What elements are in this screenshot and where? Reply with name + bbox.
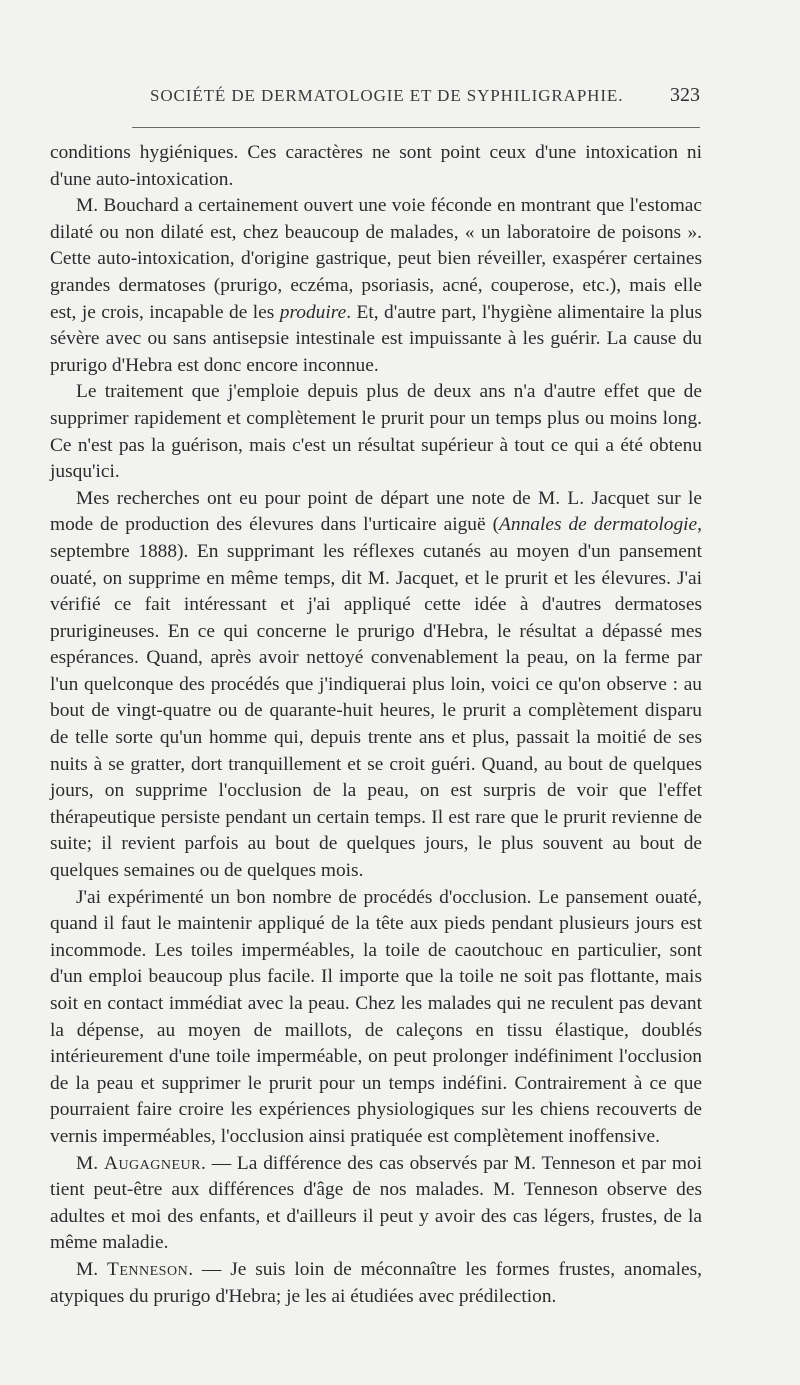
italic-text: produire	[279, 301, 347, 323]
paragraph-p2	[50, 193, 702, 379]
text-run: M.	[76, 1258, 107, 1280]
paragraph-p6	[50, 1151, 702, 1257]
text-run: M.	[76, 1152, 104, 1174]
text-run: conditions hygiéniques. Ces caractères ne sont point ceux d'une intoxication ni d'une auto-intoxication.	[50, 142, 702, 190]
running-title: SOCIÉTÉ DE DERMATOLOGIE ET DE SYPHILIGRAPHIE.	[150, 86, 624, 105]
text-run: J'ai expérimenté un bon nombre de procédés d'occlusion. Le pansement ouaté, quand il faut le maintenir appliqué de la tête aux pieds pendant plusieurs jours est incommode. Les toiles imperméables, la toile de caoutchouc en particulier, sont d'un emploi beaucoup plus facile. Il importe que la toile ne soit pas flottante, mais soit en contact immédiat avec la peau. Chez les malades qui ne reculent pas devant la dépense, au moyen de maillots, de caleçons en tissu élastique, doublés intérieurement d'une toile imperméable, on peut prolonger indéfiniment l'occlusion de la peau et supprimer le prurit pour un temps indéfini. Contrairement à ce que pourraient faire croire les expériences physiologiques sur les chiens recouverts de vernis imperméables, l'occlusion ainsi pratiquée est complètement inoffensive.	[50, 886, 702, 1147]
text-run: Le traitement que j'emploie depuis plus de deux ans n'a d'autre effet que de supprimer rapidement et complètement le prurit pour un temps plus ou moins long. Ce n'est pas la guérison, mais c'est un résultat supérieur à tout ce qui a été obtenu jusqu'ici.	[50, 381, 702, 483]
paragraph-p1	[50, 140, 702, 193]
text-run: . Et, d'autre part, l'hygiène alimentaire la plus sévère avec ou sans antisepsie intestinale est impuissante à les guérir. La cause du prurigo d'Hebra est donc encore inconnue.	[50, 301, 702, 376]
header-rule	[132, 127, 700, 128]
paragraph-p5	[50, 885, 702, 1151]
text-run: , septembre 1888). En supprimant les réflexes cutanés au moyen d'un pansement ouaté, on supprime en même temps, dit M. Jacquet, et le prurit et les élevures. J'ai vérifié ce fait intéressant et j'ai appliqué cette idée à d'autres dermatoses prurigineuses. En ce qui concerne le prurigo d'Hebra, le résultat a dépassé mes espérances. Quand, après avoir nettoyé convenablement la peau, on la ferme par l'un quelconque des procédés que j'indiquerai plus loin, voici ce qu'on observe : au bout de vingt-quatre ou de quarante-huit heures, le prurit a complètement disparu de telle sorte qu'un homme qui, depuis trente ans et plus, passait la moitié de ses nuits à se gratter, dort tranquillement et se croit guéri. Quand, au bout de quelques jours, on supprime l'occlusion de la peau, on est surpris de voir que l'effet thérapeutique persiste pendant un certain temps. Il est rare que le prurit revienne de suite; il revient parfois au bout de quelques jours, le plus souvent au bout de quelques semaines ou de quelques mois.	[50, 514, 702, 882]
text-run: . — Je suis loin de méconnaître les formes frustes, anomales, atypiques du prurigo d'Hebra; je les ai étudiées avec prédilection.	[50, 1258, 703, 1307]
speaker-name: Augagneur	[103, 1152, 201, 1174]
paragraph-p4	[50, 486, 702, 885]
speaker-name: Tenneson	[107, 1258, 189, 1280]
page-number: 323	[670, 84, 700, 106]
text-run: M. Bouchard a certainement ouvert une voie féconde en montrant que l'estomac dilaté ou non dilaté est, chez beaucoup de malades, « un laboratoire de poisons ». Cette auto-intoxication, d'origine gastrique, peut bien réveiller, exaspérer certaines grandes dermatoses (prurigo, eczéma, psoriasis, acné, couperose, etc.), mais elle est, je crois, incapable de les	[50, 195, 702, 323]
body-text	[50, 140, 702, 1310]
italic-text: Annales de dermatologie	[499, 514, 698, 536]
paragraph-p7	[50, 1257, 702, 1310]
paragraph-p3	[50, 379, 702, 485]
text-run: Mes recherches ont eu pour point de départ une note de M. L. Jacquet sur le mode de production des élevures dans l'urticaire aiguë (	[50, 487, 702, 536]
running-head	[150, 86, 700, 116]
text-run: . — La différence des cas observés par M. Tenneson et par moi tient peut-être aux différences d'âge de nos malades. M. Tenneson observe des adultes et moi des enfants, et d'ailleurs il peut y avoir des cas légers, frustes, de la même maladie.	[50, 1152, 702, 1254]
